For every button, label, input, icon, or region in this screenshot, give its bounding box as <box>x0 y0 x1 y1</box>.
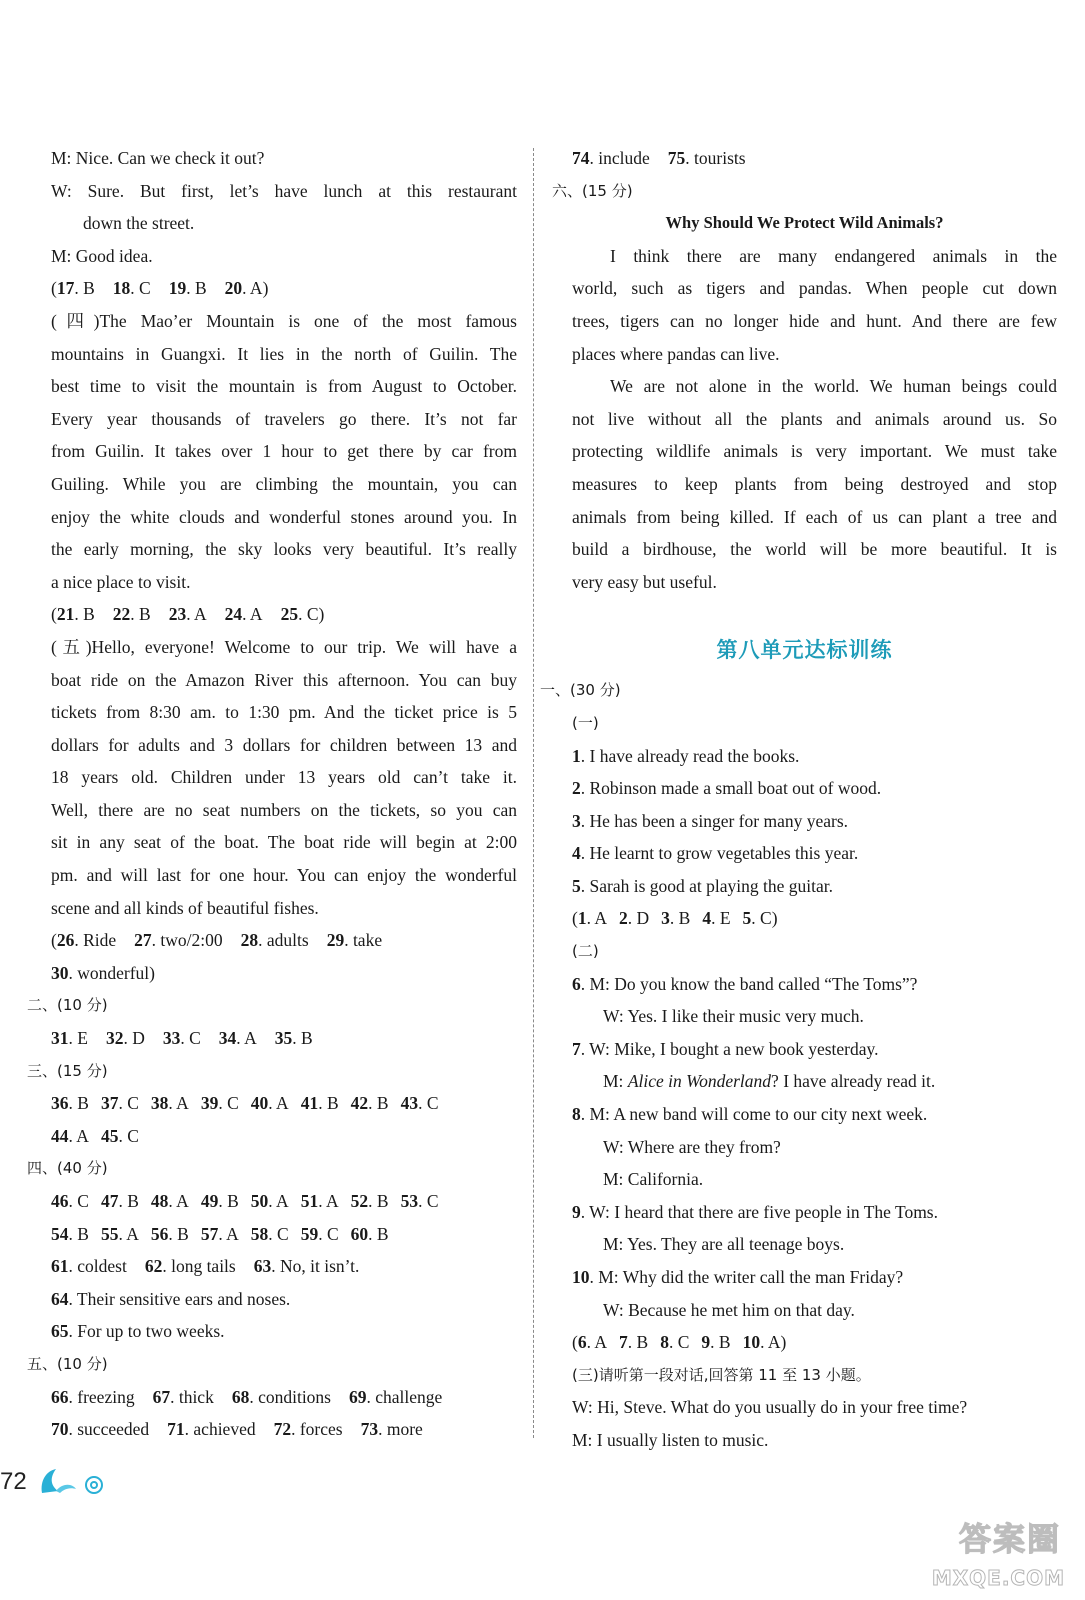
text-line: a nice place to visit. <box>51 571 191 592</box>
speaker: M: <box>603 1071 628 1092</box>
answer: . Ride <box>74 930 117 951</box>
answer: . W: Mike, I bought a new book yesterday. <box>580 1038 879 1059</box>
paren: ( <box>572 1332 578 1353</box>
q-num: 24 <box>224 604 243 625</box>
q-num: 34 <box>218 1028 237 1049</box>
q-num: 60 <box>350 1223 369 1244</box>
text-line: trees, tigers can no longer hide and hunt. And there are few <box>572 310 1057 331</box>
q-num: 74 <box>572 148 590 168</box>
answer-line-54-60 <box>27 1218 517 1251</box>
passage-five <box>27 631 517 924</box>
section-heading-3: 三、(15 分) <box>27 1061 108 1080</box>
dialogue-line: M: Yes. They are all teenage boys. <box>603 1234 845 1255</box>
answer: . C <box>218 1093 239 1114</box>
q-num: 4 <box>572 843 581 864</box>
q-num: 3 <box>572 810 581 831</box>
watermark-domain: MXQE.COM <box>931 1566 1065 1590</box>
book-title: Alice in Wonderland <box>627 1071 772 1092</box>
text-line: I think there are many endangered animals in the <box>610 245 1057 266</box>
right-column <box>540 142 1057 1457</box>
answer: . B <box>74 278 95 299</box>
q-num: 37 <box>100 1093 119 1114</box>
text-line: (五)Hello, everyone! Welcome to our trip. We will have a <box>51 636 517 657</box>
answer: . achieved <box>184 1419 256 1440</box>
essay-title: Why Should We Protect Wild Animals? <box>665 213 944 233</box>
question-line <box>552 740 1057 773</box>
answer-line-31-35 <box>27 1022 517 1055</box>
answer: . B <box>627 1332 649 1353</box>
q-num: 61 <box>51 1256 69 1277</box>
answer: . M: Do you know the band called “The Toms”? <box>580 973 918 994</box>
answer: . B <box>710 1332 731 1353</box>
q-num: 38 <box>150 1093 169 1114</box>
answer: . C) <box>298 604 325 625</box>
q-num: 10 <box>572 1267 590 1287</box>
answer: . A <box>168 1191 189 1211</box>
question-line <box>552 870 1057 903</box>
answer-line-26-29 <box>27 924 517 957</box>
answer: . adults <box>258 930 309 951</box>
answer: . A <box>218 1223 239 1244</box>
answer: . B <box>118 1191 139 1211</box>
q-num: 59 <box>300 1223 319 1244</box>
answer: . D <box>627 908 650 929</box>
dialogue-line <box>552 1065 1057 1098</box>
q-num: 19 <box>168 278 187 299</box>
q-num: 9 <box>701 1332 711 1353</box>
unit-title: 第八单元达标训练 <box>716 638 893 663</box>
text-line: (四)The Mao’er Mountain is one of the most famous <box>51 310 517 331</box>
q-num: 5 <box>742 908 752 929</box>
section-heading-6: 六、(15 分) <box>552 181 633 200</box>
paren: ( <box>51 278 57 299</box>
answer-line-21-25 <box>27 598 517 631</box>
answer: . B <box>292 1028 313 1049</box>
q-num: 2 <box>572 778 581 799</box>
answer-line-44-45 <box>27 1120 517 1153</box>
q-num: 1 <box>577 908 587 929</box>
answer: . B <box>74 604 95 625</box>
answer: ? I have already read it. <box>771 1071 936 1092</box>
text-line: world, such as tigers and pandas. When people cut down <box>572 278 1057 299</box>
q-num: 39 <box>200 1093 219 1114</box>
q-num: 43 <box>400 1093 419 1114</box>
q-num: 25 <box>280 604 299 625</box>
q-num: 7 <box>572 1038 581 1059</box>
answer: . B <box>186 278 207 299</box>
answer: . A <box>168 1093 189 1114</box>
q-num: 45 <box>100 1125 119 1146</box>
q-num: 46 <box>51 1191 69 1211</box>
left-column <box>27 142 517 1446</box>
answer: . B <box>368 1223 389 1244</box>
q-num: 41 <box>300 1093 319 1114</box>
answer-line-65 <box>27 1315 517 1348</box>
dialogue-line <box>552 1033 1057 1066</box>
answer: . conditions <box>249 1386 331 1407</box>
q-num: 57 <box>200 1223 219 1244</box>
answer: . succeeded <box>68 1419 150 1440</box>
q-num: 52 <box>350 1191 369 1211</box>
q-num: 50 <box>250 1191 269 1211</box>
answer: . M: A new band will come to our city next week. <box>580 1104 928 1125</box>
answer: . For up to two weeks. <box>68 1321 225 1342</box>
answer: . long tails <box>162 1256 236 1277</box>
paren: ( <box>51 930 57 951</box>
answer: . B <box>368 1093 389 1114</box>
dialogue-line <box>552 1196 1057 1229</box>
q-num: 23 <box>168 604 187 625</box>
text-line: Guiling. While you are climbing the mountain, you can <box>51 473 517 494</box>
section-heading-unit-1: 一、(30 分) <box>540 681 621 700</box>
answer: . M: Why did the writer call the man Friday? <box>589 1267 904 1287</box>
answer: . C <box>118 1093 139 1114</box>
q-num: 54 <box>51 1223 69 1244</box>
dialogue-line <box>552 1098 1057 1131</box>
q-num: 5 <box>572 875 581 896</box>
q-num: 30 <box>51 962 69 983</box>
dialogue-line <box>552 1261 1057 1294</box>
answer: . B <box>168 1223 189 1244</box>
answer: . A <box>268 1191 289 1211</box>
q-num: 47 <box>100 1191 119 1211</box>
publisher-logo-icon <box>36 1463 108 1499</box>
text-line: Well, there are no seat numbers on the tickets, so you can <box>51 799 517 820</box>
answer: . freezing <box>68 1386 135 1407</box>
passage-four <box>27 305 517 598</box>
answer: . E <box>711 908 731 929</box>
text-line: boat ride on the Amazon River this afternoon. You can buy <box>51 669 517 690</box>
dialogue-line: W: Because he met him on that day. <box>603 1299 855 1320</box>
dialogue-line: W: Sure. But first, let’s have lunch at this restaurant <box>51 180 517 201</box>
q-num: 8 <box>660 1332 669 1353</box>
text-line: protecting wildlife animals is very important. We must take <box>572 441 1057 462</box>
q-num: 65 <box>51 1321 69 1342</box>
answer: . B <box>669 908 691 929</box>
answer: . take <box>344 930 383 951</box>
q-num: 6 <box>577 1332 587 1353</box>
answer: . A <box>318 1191 339 1211</box>
q-num: 22 <box>112 604 131 625</box>
q-num: 56 <box>150 1223 169 1244</box>
q-num: 32 <box>105 1028 124 1049</box>
q-num: 18 <box>112 278 131 299</box>
text-line: from Guilin. It takes over 1 hour to get there by car from <box>51 441 517 462</box>
text-line: best time to visit the mountain is from August to October. <box>51 376 517 397</box>
answer-line-1-5 <box>552 902 1057 935</box>
answer: . two/2:00 <box>151 930 223 951</box>
q-num: 71 <box>167 1419 185 1440</box>
dialogue-line: M: Good idea. <box>51 245 153 266</box>
paren: ( <box>572 908 578 929</box>
q-num: 63 <box>253 1256 272 1277</box>
answer-line-70-73 <box>27 1413 517 1446</box>
answer: . thick <box>170 1386 214 1407</box>
q-num: 64 <box>51 1288 69 1309</box>
answer: . B <box>68 1093 89 1114</box>
question-line <box>552 837 1057 870</box>
q-num: 21 <box>56 604 75 625</box>
answer: . B <box>318 1093 339 1114</box>
dialogue-line: W: Yes. I like their music very much. <box>603 1006 864 1027</box>
text-line: 18 years old. Children under 13 years old can’t take it. <box>51 767 517 788</box>
answer: . A) <box>760 1332 787 1353</box>
answer: . include <box>589 148 650 168</box>
essay-paragraph-2 <box>552 370 1057 598</box>
dialogue-line: W: Where are they from? <box>603 1136 781 1157</box>
answer: . A <box>242 604 263 625</box>
answer: . forces <box>291 1419 343 1440</box>
answer-line-66-69 <box>27 1381 517 1414</box>
q-num: 29 <box>326 930 345 951</box>
answer: . B <box>218 1191 239 1211</box>
column-divider <box>533 148 534 1438</box>
watermark-brand: 答案圈 <box>958 1520 1061 1558</box>
question-line <box>552 805 1057 838</box>
q-num: 69 <box>349 1386 367 1407</box>
q-num: 66 <box>51 1386 69 1407</box>
text-line: places where pandas can live. <box>572 343 780 364</box>
q-num: 1 <box>572 745 581 766</box>
q-num: 35 <box>274 1028 293 1049</box>
answer: . C <box>318 1223 339 1244</box>
subsection-heading: (一) <box>572 713 599 732</box>
watermark <box>931 1516 1077 1596</box>
answer: . C <box>180 1028 201 1049</box>
q-num: 31 <box>51 1028 69 1049</box>
q-num: 44 <box>51 1125 69 1146</box>
q-num: 70 <box>51 1419 69 1440</box>
section-heading-5: 五、(10 分) <box>27 1354 108 1373</box>
q-num: 68 <box>231 1386 250 1407</box>
answer: . more <box>378 1419 423 1440</box>
text-line: mountains in Guangxi. It lies in the north of Guilin. The <box>51 343 517 364</box>
q-num: 49 <box>200 1191 219 1211</box>
q-num: 48 <box>150 1191 169 1211</box>
q-num: 7 <box>619 1332 628 1353</box>
page-number: 72 <box>0 1468 27 1495</box>
answer: . tourists <box>685 148 746 168</box>
answer: . C <box>118 1125 139 1146</box>
dialogue-line: M: Nice. Can we check it out? <box>51 148 265 168</box>
q-num: 6 <box>572 973 581 994</box>
q-num: 26 <box>56 930 75 951</box>
answer-line-6-10 <box>552 1326 1057 1359</box>
answer: . B <box>130 604 151 625</box>
answer: . W: I heard that there are five people in The Toms. <box>580 1201 938 1222</box>
answer: . C <box>418 1191 439 1211</box>
section-heading-4: 四、(40 分) <box>27 1159 108 1178</box>
answer-line-17-20 <box>27 272 517 305</box>
answer-line-61-63 <box>27 1250 517 1283</box>
answer: . A <box>586 1332 608 1353</box>
q-num: 20 <box>224 278 243 299</box>
answer: . Their sensitive ears and noses. <box>68 1288 291 1309</box>
text-line: very easy but useful. <box>572 571 717 592</box>
q-num: 58 <box>250 1223 269 1244</box>
dialogue-line: M: I usually listen to music. <box>572 1429 769 1450</box>
q-num: 55 <box>100 1223 119 1244</box>
dialogue-line <box>552 968 1057 1001</box>
dialogue-line: W: Hi, Steve. What do you usually do in your free time? <box>572 1397 968 1418</box>
q-num: 9 <box>572 1201 581 1222</box>
dialogue-line: M: California. <box>603 1169 704 1190</box>
q-num: 51 <box>300 1191 319 1211</box>
text-line: animals from being killed. If each of us can plant a tree and <box>572 506 1057 527</box>
q-num: 4 <box>702 908 712 929</box>
text-line: dollars for adults and 3 dollars for children between 13 and <box>51 734 517 755</box>
section-heading-2: 二、(10 分) <box>27 996 108 1015</box>
q-num: 33 <box>162 1028 181 1049</box>
q-num: 27 <box>134 930 152 951</box>
answer: . A <box>236 1028 257 1049</box>
answer: . C <box>130 278 151 299</box>
text-line: measures to keep plants from being destroyed and stop <box>572 473 1057 494</box>
subsection-heading: (二) <box>572 942 599 961</box>
q-num: 2 <box>619 908 628 929</box>
answer: . challenge <box>366 1386 443 1407</box>
answer: . C <box>68 1191 89 1211</box>
answer: . He has been a singer for many years. <box>580 810 849 831</box>
q-num: 28 <box>240 930 259 951</box>
text-line: pm. and will last for one hour. You can enjoy the wonderful <box>51 865 517 886</box>
answer: . He learnt to grow vegetables this year. <box>580 843 859 864</box>
essay-paragraph-1 <box>552 240 1057 370</box>
answer: . A) <box>242 278 269 299</box>
answer: . No, it isn’t. <box>271 1256 360 1277</box>
answer: . Sarah is good at playing the guitar. <box>580 875 833 896</box>
text-line: enjoy the white clouds and wonderful stones around you. In <box>51 506 517 527</box>
answer: . B <box>68 1223 89 1244</box>
text-line: not live without all the plants and animals around us. So <box>572 408 1057 429</box>
text-line: Every year thousands of travelers go there. It’s not far <box>51 408 517 429</box>
answer: . A <box>118 1223 139 1244</box>
answer: . Robinson made a small boat out of wood. <box>580 778 882 799</box>
answer: . C <box>668 1332 690 1353</box>
answer-line-46-53 <box>27 1185 517 1218</box>
text-line: sit in any seat of the boat. The boat ride will begin at 2:00 <box>51 832 517 853</box>
answer: . C) <box>751 908 778 929</box>
paren: ( <box>51 604 57 625</box>
answer: . A <box>68 1125 89 1146</box>
q-num: 36 <box>51 1093 69 1114</box>
answer: . coldest <box>68 1256 127 1277</box>
q-num: 72 <box>273 1419 292 1440</box>
q-num: 53 <box>400 1191 419 1211</box>
text-line: We are not alone in the world. We human beings could <box>610 376 1057 397</box>
answer-line-30 <box>27 957 517 990</box>
q-num: 8 <box>572 1104 581 1125</box>
text-line: the early morning, the sky looks very beautiful. It’s really <box>51 539 517 560</box>
answer: . A <box>586 908 608 929</box>
answer: . C <box>418 1093 439 1114</box>
answer: . D <box>123 1028 145 1049</box>
answer: . I have already read the books. <box>580 745 800 766</box>
q-num: 42 <box>350 1093 369 1114</box>
answer: . wonderful) <box>68 962 156 983</box>
answer-line-36-43 <box>27 1087 517 1120</box>
q-num: 67 <box>152 1386 171 1407</box>
answer: . B <box>368 1191 389 1211</box>
dialogue-line: down the street. <box>83 213 195 234</box>
text-line: scene and all kinds of beautiful fishes. <box>51 897 319 918</box>
q-num: 10 <box>742 1332 761 1353</box>
answer: . E <box>68 1028 88 1049</box>
subsection-heading: (三)请听第一段对话,回答第 11 至 13 小题。 <box>572 1365 871 1384</box>
answer-line-64 <box>27 1283 517 1316</box>
q-num: 75 <box>667 148 686 168</box>
answer: . A <box>186 604 207 625</box>
answer-line-74-75 <box>552 142 1057 175</box>
answer: . A <box>268 1093 289 1114</box>
q-num: 3 <box>661 908 670 929</box>
q-num: 40 <box>250 1093 269 1114</box>
text-line: tickets from 8:30 am. to 1:30 pm. And the ticket price is 5 <box>51 702 517 723</box>
q-num: 62 <box>144 1256 163 1277</box>
text-line: build a birdhouse, the world will be more beautiful. It is <box>572 539 1057 560</box>
question-line <box>552 772 1057 805</box>
answer: . C <box>268 1223 289 1244</box>
q-num: 73 <box>360 1419 379 1440</box>
q-num: 17 <box>56 278 75 299</box>
